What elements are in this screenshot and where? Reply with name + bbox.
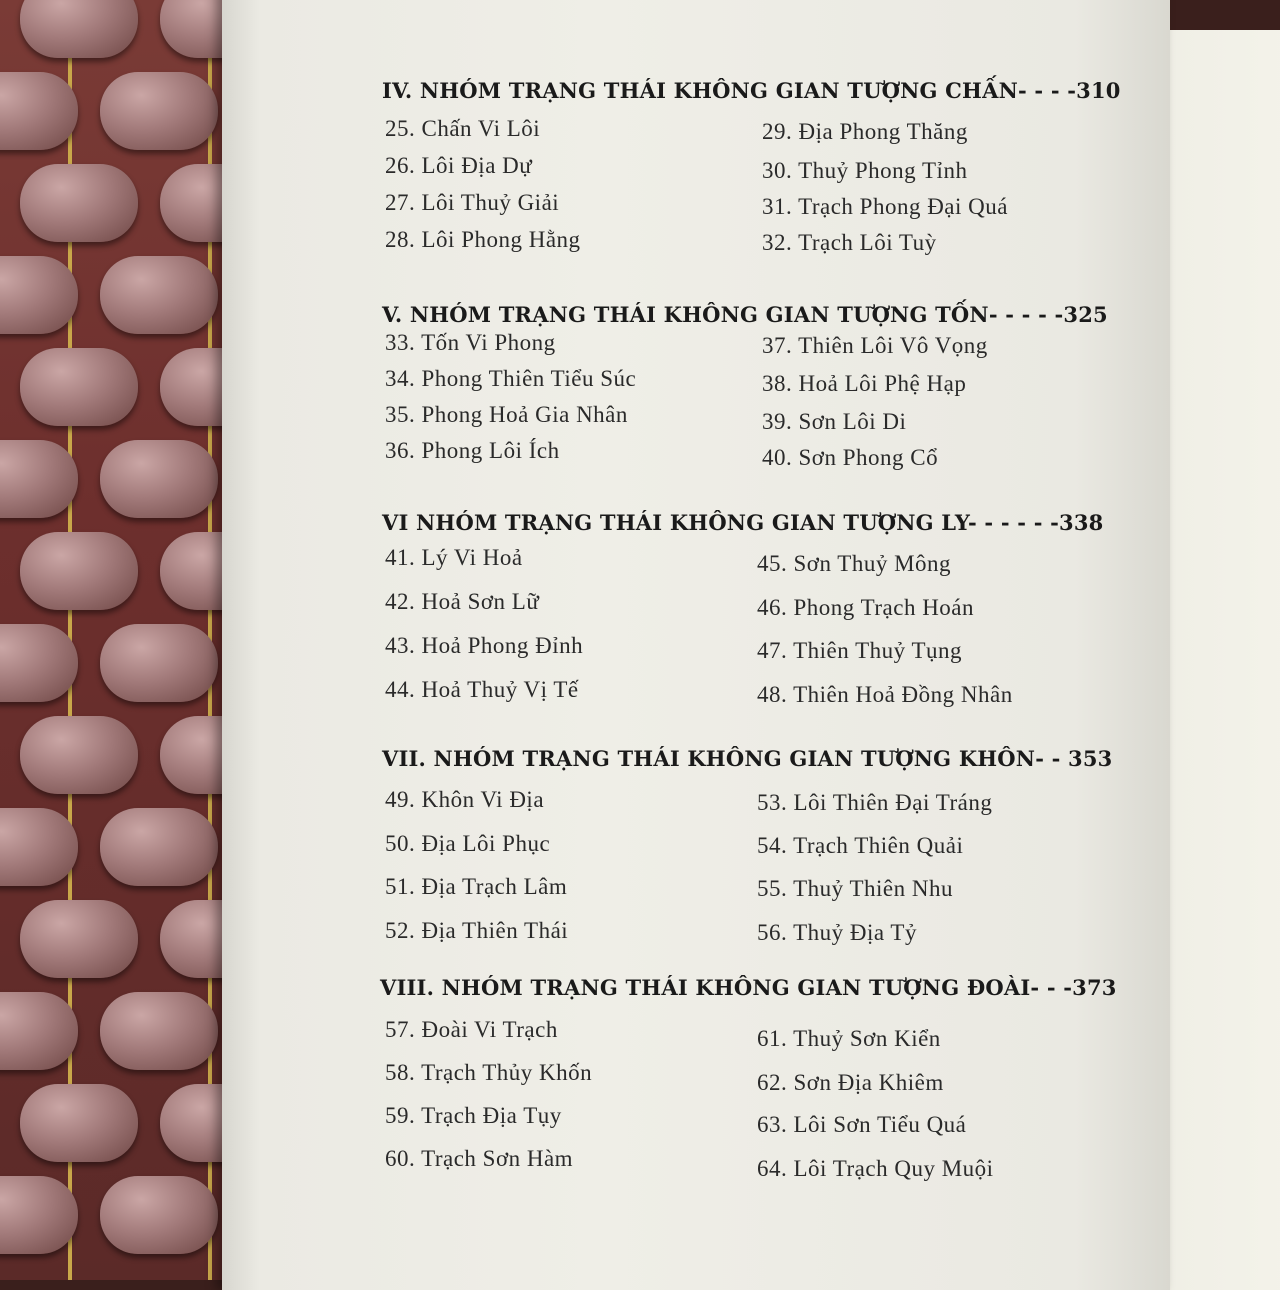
section-heading-iv: IV. NHÓM TRẠNG THÁI KHÔNG GIAN TƯỢNG CHẤN- - - -310 xyxy=(382,78,1121,103)
toc-entry: 38. Hoả Lôi Phệ Hạp xyxy=(762,371,967,396)
mat-tile xyxy=(0,808,78,886)
mat-tile xyxy=(0,72,78,150)
mat-tile xyxy=(20,532,138,610)
toc-entry: 52. Địa Thiên Thái xyxy=(385,918,569,943)
toc-entry: 57. Đoài Vi Trạch xyxy=(385,1017,558,1042)
toc-entry: 63. Lôi Sơn Tiểu Quá xyxy=(757,1112,967,1137)
toc-entry: 36. Phong Lôi Ích xyxy=(385,438,560,463)
bamboo-mat-background xyxy=(0,0,240,1280)
section-heading-viii: VIII. NHÓM TRẠNG THÁI KHÔNG GIAN TƯỢNG ĐOÀI- - -373 xyxy=(380,975,1117,1000)
mat-tile xyxy=(100,1176,218,1254)
toc-entry: 45. Sơn Thuỷ Mông xyxy=(757,551,952,576)
mat-tile xyxy=(100,256,218,334)
toc-entry: 25. Chấn Vi Lôi xyxy=(385,116,541,141)
toc-entry: 30. Thuỷ Phong Tỉnh xyxy=(762,158,968,183)
toc-entry: 54. Trạch Thiên Quải xyxy=(757,833,964,858)
mat-tile xyxy=(0,440,78,518)
mat-tile xyxy=(0,992,78,1070)
toc-entry: 29. Địa Phong Thăng xyxy=(762,119,968,144)
section-heading-vi: VI NHÓM TRẠNG THÁI KHÔNG GIAN TƯỢNG LY- - - - - -338 xyxy=(382,510,1104,535)
toc-entry: 62. Sơn Địa Khiêm xyxy=(757,1070,944,1095)
mat-tile xyxy=(20,716,138,794)
mat-tile xyxy=(0,624,78,702)
toc-entry: 51. Địa Trạch Lâm xyxy=(385,874,568,899)
toc-entry: 41. Lý Vi Hoả xyxy=(385,545,523,570)
table-of-contents xyxy=(222,0,1170,1290)
toc-entry: 39. Sơn Lôi Di xyxy=(762,409,907,434)
mat-tile xyxy=(0,256,78,334)
toc-entry: 32. Trạch Lôi Tuỳ xyxy=(762,230,937,255)
section-heading-v: V. NHÓM TRẠNG THÁI KHÔNG GIAN TƯỢNG TỐN- - - - -325 xyxy=(382,302,1108,327)
mat-tile xyxy=(20,348,138,426)
toc-entry: 49. Khôn Vi Địa xyxy=(385,787,545,812)
toc-entry: 56. Thuỷ Địa Tỷ xyxy=(757,920,917,945)
toc-entry: 28. Lôi Phong Hằng xyxy=(385,227,581,252)
toc-entry: 53. Lôi Thiên Đại Tráng xyxy=(757,790,993,815)
mat-tile xyxy=(20,164,138,242)
toc-entry: 47. Thiên Thuỷ Tụng xyxy=(757,638,962,663)
toc-entry: 31. Trạch Phong Đại Quá xyxy=(762,194,1008,219)
mat-tile xyxy=(100,624,218,702)
toc-entry: 48. Thiên Hoả Đồng Nhân xyxy=(757,682,1013,707)
toc-entry: 43. Hoả Phong Đỉnh xyxy=(385,633,584,658)
toc-entry: 35. Phong Hoả Gia Nhân xyxy=(385,402,628,427)
toc-entry: 58. Trạch Thủy Khốn xyxy=(385,1060,593,1085)
mat-tile xyxy=(100,808,218,886)
mat-tile xyxy=(20,900,138,978)
toc-entry: 61. Thuỷ Sơn Kiển xyxy=(757,1026,941,1051)
toc-entry: 42. Hoả Sơn Lữ xyxy=(385,589,540,614)
toc-entry: 60. Trạch Sơn Hàm xyxy=(385,1146,574,1171)
toc-entry: 26. Lôi Địa Dự xyxy=(385,153,533,178)
toc-entry: 59. Trạch Địa Tụy xyxy=(385,1103,562,1128)
book-page xyxy=(222,0,1170,1290)
mat-tile xyxy=(0,1176,78,1254)
toc-entry: 55. Thuỷ Thiên Nhu xyxy=(757,876,953,901)
mat-tile xyxy=(20,0,138,58)
toc-entry: 64. Lôi Trạch Quy Muội xyxy=(757,1156,994,1181)
toc-entry: 46. Phong Trạch Hoán xyxy=(757,595,975,620)
toc-entry: 34. Phong Thiên Tiểu Súc xyxy=(385,366,637,391)
toc-entry: 50. Địa Lôi Phục xyxy=(385,831,551,856)
mat-tile xyxy=(20,1084,138,1162)
mat-tile xyxy=(100,440,218,518)
toc-entry: 27. Lôi Thuỷ Giải xyxy=(385,190,560,215)
toc-entry: 37. Thiên Lôi Vô Vọng xyxy=(762,333,988,358)
toc-entry: 44. Hoả Thuỷ Vị Tế xyxy=(385,677,579,702)
mat-tile xyxy=(100,992,218,1070)
toc-entry: 40. Sơn Phong Cổ xyxy=(762,445,939,470)
section-heading-vii: VII. NHÓM TRẠNG THÁI KHÔNG GIAN TƯỢNG KHÔN- - 353 xyxy=(382,746,1113,771)
toc-entry: 33. Tốn Vi Phong xyxy=(385,330,556,355)
mat-tile xyxy=(100,72,218,150)
